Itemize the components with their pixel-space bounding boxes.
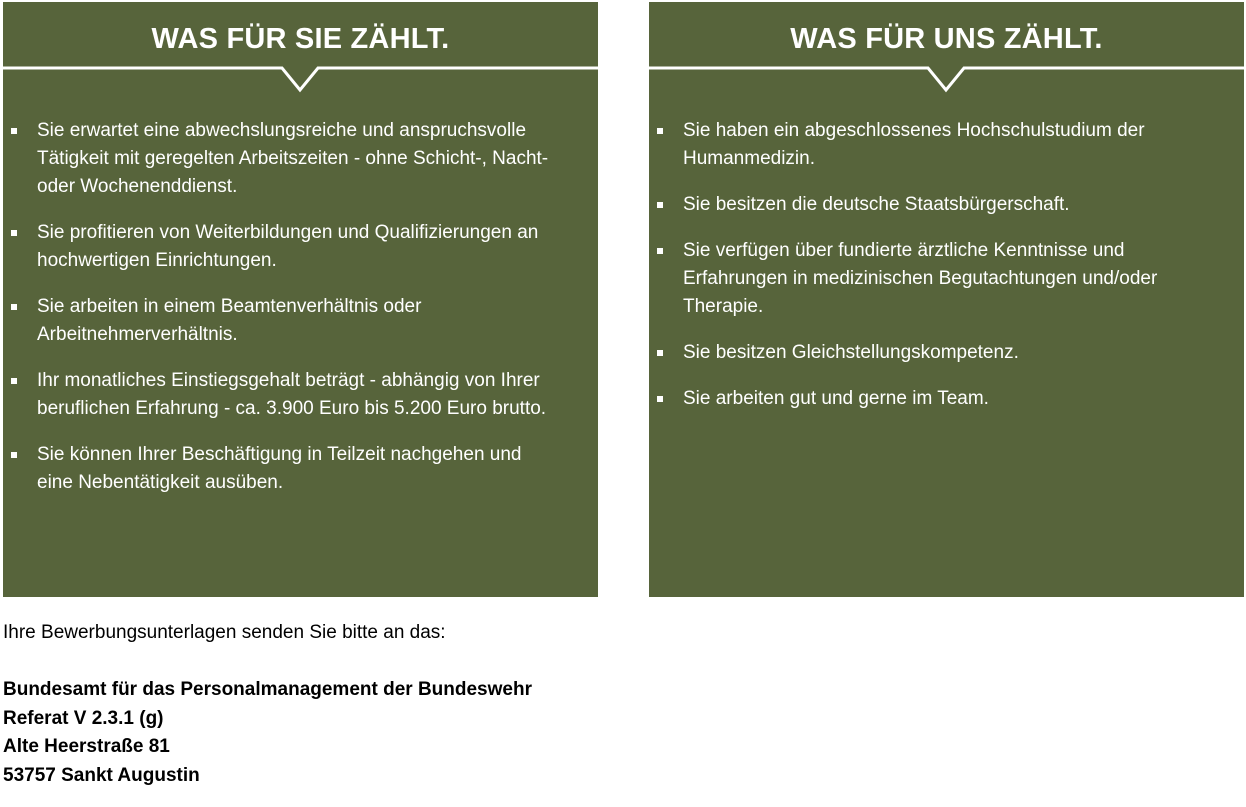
application-intro: Ihre Bewerbungsunterlagen senden Sie bitte an das: (3, 622, 446, 643)
address-line-city: 53757 Sankt Augustin (3, 764, 200, 786)
square-bullet-icon (657, 350, 663, 356)
list-item: Sie arbeiten in einem Beamtenverhältnis oder Arbeitnehmerverhältnis. (3, 293, 557, 349)
list-item: Sie profitieren von Weiterbildungen und Qualifizierungen an hochwertigen Einrichtungen. (3, 219, 557, 275)
requirements-panel-title: WAS FÜR UNS ZÄHLT. (790, 23, 1103, 55)
list-item: Sie können Ihrer Beschäftigung in Teilzeit nachgehen und eine Nebentätigkeit ausüben. (3, 441, 557, 497)
square-bullet-icon (657, 202, 663, 208)
list-item: Sie verfügen über fundierte ärztliche Kenntnisse und Erfahrungen in medizinischen Begutachtungen und/oder Therapie. (649, 237, 1208, 321)
list-item: Sie erwartet eine abwechslungsreiche und anspruchsvolle Tätigkeit mit geregelten Arbeitszeiten - ohne Schicht-, Nacht- oder Wochenenddienst. (3, 117, 557, 201)
square-bullet-icon (657, 128, 663, 134)
benefits-panel-title: WAS FÜR SIE ZÄHLT. (151, 23, 450, 55)
square-bullet-icon (657, 396, 663, 402)
requirements-list (649, 117, 1208, 431)
postal-address (3, 676, 532, 790)
square-bullet-icon (11, 304, 17, 310)
address-line-organization: Bundesamt für das Personalmanagement der Bundeswehr (3, 679, 532, 700)
list-item: Sie haben ein abgeschlossenes Hochschulstudium der Humanmedizin. (649, 117, 1208, 173)
divider-arrow (3, 60, 598, 104)
benefits-panel (3, 2, 598, 597)
square-bullet-icon (657, 248, 663, 254)
list-item: Ihr monatliches Einstiegsgehalt beträgt - abhängig von Ihrer beruflichen Erfahrung - ca. 3.900 Euro bis 5.200 Euro brutto. (3, 367, 557, 423)
square-bullet-icon (11, 230, 17, 236)
list-item: Sie besitzen die deutsche Staatsbürgerschaft. (649, 191, 1208, 219)
requirements-panel (649, 2, 1244, 597)
list-item: Sie besitzen Gleichstellungskompetenz. (649, 339, 1208, 367)
benefits-list (3, 117, 557, 515)
address-line-department: Referat V 2.3.1 (g) (3, 707, 164, 729)
square-bullet-icon (11, 378, 17, 384)
address-line-street: Alte Heerstraße 81 (3, 736, 170, 757)
square-bullet-icon (11, 128, 17, 134)
list-item: Sie arbeiten gut und gerne im Team. (649, 385, 1208, 413)
divider-arrow (649, 60, 1244, 104)
square-bullet-icon (11, 452, 17, 458)
